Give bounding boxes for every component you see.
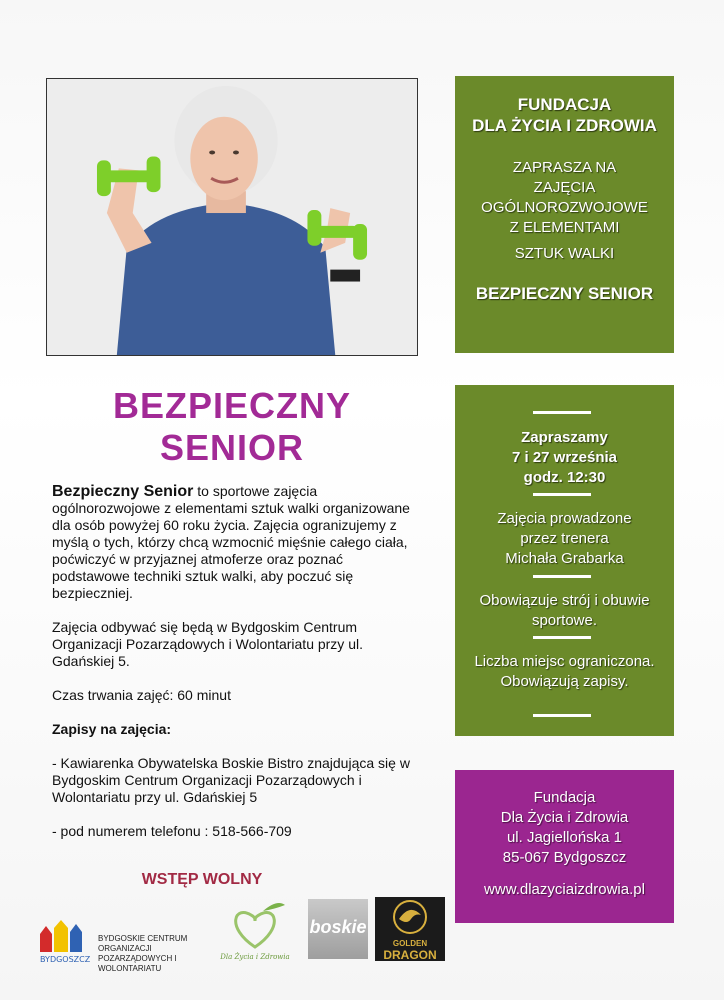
capacity-info: Liczba miejsc ograniczona. Obowiązują zapisy. [474,653,655,690]
sponsor-logos [0,895,724,995]
foundation-name: FUNDACJA DLA ŻYCIA I ZDROWIA [472,95,657,135]
divider [533,411,591,414]
free-entry-label: WSTĘP WOLNY [141,871,263,888]
divider [533,493,591,496]
dragon-icon [375,897,445,937]
senior-woman-illustration [47,79,417,355]
divider [533,636,591,639]
golden-dragon-logo: GOLDEN DRAGON [375,897,445,961]
svg-text:BYDGOSZCZ: BYDGOSZCZ [40,955,91,964]
details-box [455,385,674,736]
invitation-box [455,76,674,353]
boskie-bistro-logo: boskie [308,899,368,959]
heart-leaf-icon [215,897,295,963]
dates: 7 i 27 września [511,449,618,466]
trainer-info: Zajęcia prowadzone przez trenera Michała Grabarka [497,510,632,567]
divider [533,714,591,717]
signup-option-cafe: - Kawiarenka Obywatelska Boskie Bistro znajdująca się w Bydgoskim Centrum Organizacji Pozarządowych i Wolontariatu przy ul. Gdańskiej 5 [52,755,410,805]
city-houses-icon [38,920,93,965]
hero-photo [46,78,418,356]
svg-text:Dla Życia i Zdrowia: Dla Życia i Zdrowia [220,953,290,961]
website-link[interactable]: www.dlazyciaizdrowia.pl [484,881,645,898]
duration-paragraph: Czas trwania zajęć: 60 minut [52,687,231,703]
location-paragraph: Zajęcia odbywać się będą w Bydgoskim Centrum Organizacji Pozarządowych i Wolontariatu przy ul. Gdańskiej 5. [52,619,363,669]
invite-label: Zapraszamy [521,429,608,446]
description [52,483,412,857]
time: godz. 12:30 [523,469,606,486]
program-name: BEZPIECZNY SENIOR [475,284,654,303]
bcop-logo: BYDGOSZCZ BYDGOSKIE CENTRUM ORGANIZACJI POZARZĄDOWYCH I WOLONTARIATU [38,920,218,965]
divider [533,575,591,578]
contact-box: Fundacja Dla Życia i Zdrowia ul. Jagiellońska 1 85-067 Bydgoszcz www.dlazyciaizdrowia.pl [455,770,674,923]
invitation-text: ZAPRASZA NA ZAJĘCIA OGÓLNOROZWOJOWE Z ELEMENTAMI SZTUK WALKI [481,159,648,262]
dress-code: Obowiązuje strój i obuwie sportowe. [479,592,650,629]
foundation-logo [215,897,295,963]
page-title: BEZPIECZNY SENIOR [112,385,352,468]
intro-paragraph: Bezpieczny Senior to sportowe zajęcia ogólnorozwojowe z elementami sztuk walki organizowane dla osób powyżej 60 roku życia. Zajęcia ogranizujemy z myślą o tych, którzy chcą wzmocnić mięśnie całego ciała, poćwiczyć w przyjaznej atmoferze oraz poznać podstawowe techniki sztuk walki, aby poczuć się bezpieczniej. [52,483,410,601]
signup-heading: Zapisy na zajęcia: [52,721,172,737]
signup-option-phone: - pod numerem telefonu : 518-566-709 [52,823,292,839]
